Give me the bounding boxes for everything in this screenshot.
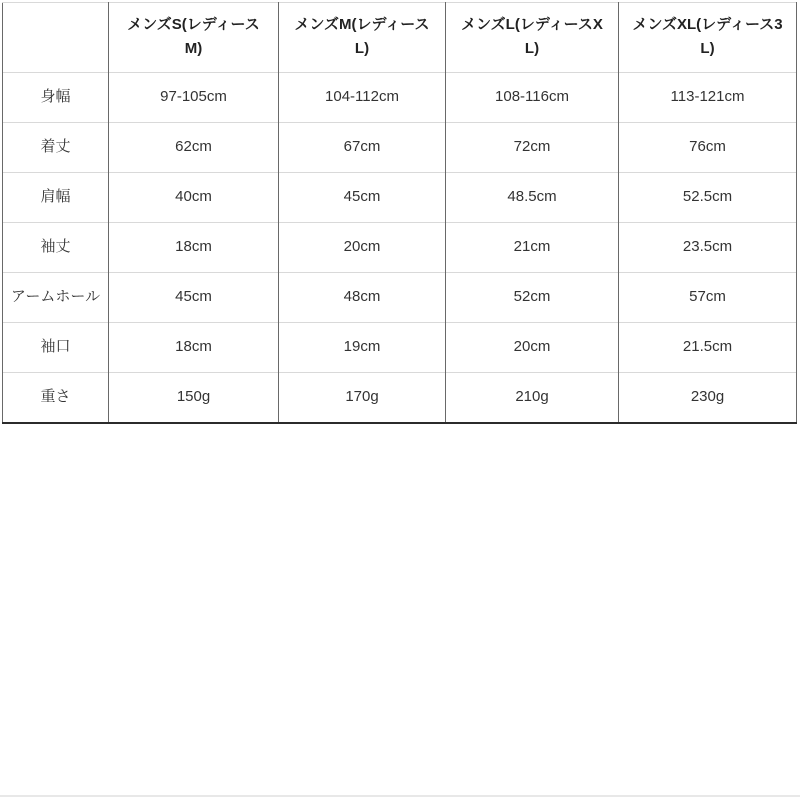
value-cell: 18cm — [109, 223, 279, 273]
value-cell: 21.5cm — [619, 323, 797, 373]
value-cell: 230g — [619, 373, 797, 424]
page-bottom-divider — [0, 795, 800, 797]
value-cell: 18cm — [109, 323, 279, 373]
value-cell: 170g — [279, 373, 446, 424]
value-cell: 20cm — [446, 323, 619, 373]
value-cell: 108-116cm — [446, 73, 619, 123]
corner-cell — [3, 3, 109, 73]
size-chart-table — [2, 2, 797, 424]
table-row-weight — [3, 373, 797, 424]
value-cell: 45cm — [279, 173, 446, 223]
row-label: 着丈 — [3, 123, 109, 173]
value-cell: 45cm — [109, 273, 279, 323]
row-label: 袖丈 — [3, 223, 109, 273]
table-row-length — [3, 123, 797, 173]
table-row-sleeve-length — [3, 223, 797, 273]
value-cell: 20cm — [279, 223, 446, 273]
value-cell: 48.5cm — [446, 173, 619, 223]
column-header-mens-m: メンズM(レディースL) — [279, 3, 446, 73]
value-cell: 113-121cm — [619, 73, 797, 123]
row-label: アームホール — [3, 273, 109, 323]
value-cell: 48cm — [279, 273, 446, 323]
value-cell: 150g — [109, 373, 279, 424]
value-cell: 40cm — [109, 173, 279, 223]
row-label: 重さ — [3, 373, 109, 424]
table-row-body-width — [3, 73, 797, 123]
table-row-armhole — [3, 273, 797, 323]
value-cell: 57cm — [619, 273, 797, 323]
value-cell: 52.5cm — [619, 173, 797, 223]
value-cell: 67cm — [279, 123, 446, 173]
value-cell: 23.5cm — [619, 223, 797, 273]
value-cell: 97-105cm — [109, 73, 279, 123]
value-cell: 52cm — [446, 273, 619, 323]
value-cell: 104-112cm — [279, 73, 446, 123]
value-cell: 210g — [446, 373, 619, 424]
row-label: 肩幅 — [3, 173, 109, 223]
value-cell: 76cm — [619, 123, 797, 173]
header-row — [3, 3, 797, 73]
value-cell: 72cm — [446, 123, 619, 173]
value-cell: 19cm — [279, 323, 446, 373]
column-header-mens-xl: メンズXL(レディース3L) — [619, 3, 797, 73]
table-row-cuff — [3, 323, 797, 373]
column-header-mens-s: メンズS(レディースM) — [109, 3, 279, 73]
table-row-shoulder-width — [3, 173, 797, 223]
column-header-mens-l: メンズL(レディースXL) — [446, 3, 619, 73]
row-label: 身幅 — [3, 73, 109, 123]
row-label: 袖口 — [3, 323, 109, 373]
value-cell: 21cm — [446, 223, 619, 273]
value-cell: 62cm — [109, 123, 279, 173]
